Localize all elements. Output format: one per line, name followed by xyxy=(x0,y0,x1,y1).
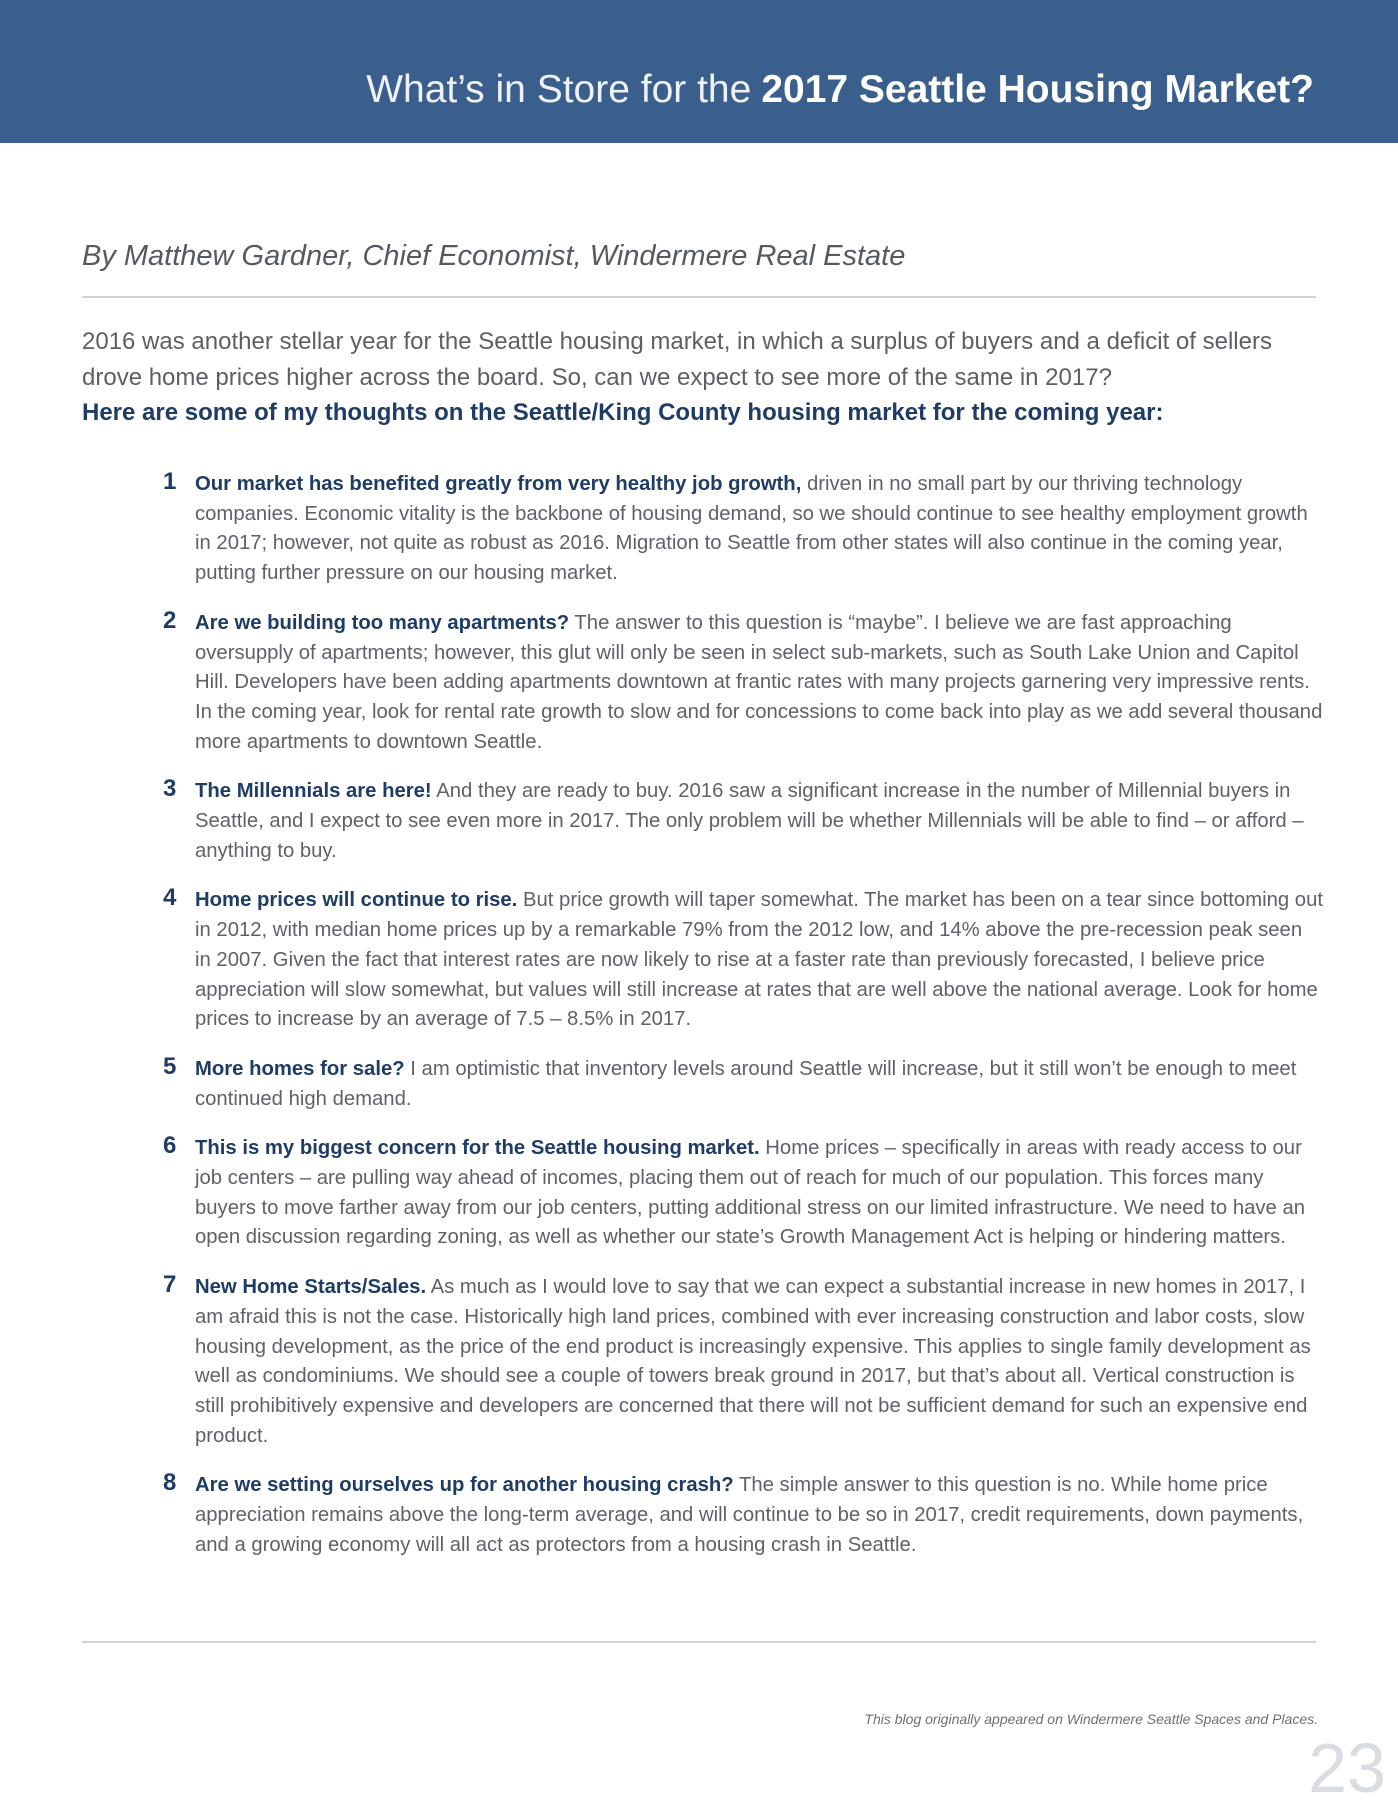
item-body: The simple answer to this question is no. While home price appreciation remains above the long-term average, and will continue to be so in 2017, credit requirements, down payments, and a growing economy will all act as protectors from a housing crash in Seattle. xyxy=(195,1474,1304,1556)
item-heading: Home prices will continue to rise. xyxy=(195,889,518,912)
item-heading: More homes for sale? xyxy=(195,1057,405,1080)
byline: By Matthew Gardner, Chief Economist, Windermere Real Estate xyxy=(82,240,906,272)
item-number: 6 xyxy=(163,1132,177,1160)
page-title-bold: 2017 Seattle Housing Market? xyxy=(761,68,1314,111)
list-item xyxy=(163,886,1323,1035)
page-number: 23 xyxy=(1308,1729,1386,1807)
item-number: 5 xyxy=(163,1052,177,1080)
page-title-light: What’s in Store for the xyxy=(366,68,752,111)
item-body: As much as I would love to say that we can expect a substantial increase in new homes in 2017, I am afraid this is not the case. Historically high land prices, combined with ever increasing construction and labor costs, slow housing development, as the price of the end product is increasingly expensive. This applies to single family development as well as condominiums. We should see a couple of towers break ground in 2017, but that’s about all. Vertical construction is still prohibitively expensive and developers are concerned that there will not be sufficient demand for such an expensive end product. xyxy=(195,1276,1311,1447)
list-item xyxy=(163,470,1323,589)
item-heading: This is my biggest concern for the Seattle housing market. xyxy=(195,1137,760,1160)
item-number: 7 xyxy=(163,1271,177,1299)
item-body: driven in no small part by our thriving technology companies. Economic vitality is the backbone of housing demand, so we should continue to see healthy employment growth in 2017; however, not quite as robust as 2016. Migration to Seattle from other states will also continue in the coming year, putting further pressure on our housing market. xyxy=(195,473,1308,585)
list-item xyxy=(163,1471,1323,1560)
item-body: The answer to this question is “maybe”. I believe we are fast approaching oversupply of apartments; however, this glut will only be seen in select sub-markets, such as South Lake Union and Capitol Hill. Developers have been adding apartments downtown at frantic rates with many projects garnering very impressive rents. In the coming year, look for rental rate growth to slow and for concessions to come back into play as we add several thousand more apartments to downtown Seattle. xyxy=(195,611,1323,753)
header-banner xyxy=(0,0,1398,143)
item-heading: Our market has benefited greatly from very healthy job growth, xyxy=(195,473,802,495)
item-number: 3 xyxy=(163,775,177,803)
list-item xyxy=(163,777,1323,866)
list-item xyxy=(163,606,1323,758)
item-heading: New Home Starts/Sales. xyxy=(195,1276,427,1299)
top-divider xyxy=(82,296,1316,298)
item-heading: Are we setting ourselves up for another housing crash? xyxy=(195,1474,734,1497)
item-number: 1 xyxy=(163,468,177,495)
intro-lead: Here are some of my thoughts on the Seattle/King County housing market for the coming year: xyxy=(82,399,1164,426)
item-body: Home prices – specifically in areas with ready access to our job centers – are pulling way ahead of incomes, placing them out of reach for much of our population. This forces many buyers to move farther away from our job centers, putting additional stress on our limited infrastructure. We need to have an open discussion regarding zoning, as well as whether our state’s Growth Management Act is helping or hindering matters. xyxy=(195,1137,1306,1249)
item-body: But price growth will taper somewhat. The market has been on a tear since bottoming out in 2012, with median home prices up by a remarkable 79% from the 2012 low, and 14% above the pre-recession peak seen in 2007. Given the fact that interest rates are now likely to rise at a faster rate than previously forecasted, I believe price appreciation will slow somewhat, but values will still increase at rates that are well above the national average. Look for home prices to increase by an average of 7.5 – 8.5% in 2017. xyxy=(195,889,1323,1031)
item-body: I am optimistic that inventory levels around Seattle will increase, but it still won’t be enough to meet continued high demand. xyxy=(195,1057,1297,1110)
intro-paragraph: 2016 was another stellar year for the Seattle housing market, in which a surplus of buyers and a deficit of sellers drove home prices higher across the board. So, can we expect to see more of the same in 2017? xyxy=(82,328,1272,391)
item-body: And they are ready to buy. 2016 saw a significant increase in the number of Millennial buyers in Seattle, and I expect to see even more in 2017. The only problem will be whether Millennials will be able to find – or afford – anything to buy. xyxy=(195,780,1304,862)
source-footnote: This blog originally appeared on Windermere Seattle Spaces and Places. xyxy=(864,1711,1318,1727)
item-heading: Are we building too many apartments? xyxy=(195,611,570,634)
thoughts-list xyxy=(163,470,1323,1581)
item-number: 4 xyxy=(163,884,177,912)
item-number: 8 xyxy=(163,1469,177,1497)
list-item xyxy=(163,1134,1323,1253)
list-item xyxy=(163,1052,1323,1114)
page-title xyxy=(366,62,1314,118)
item-number: 2 xyxy=(163,606,177,634)
list-item xyxy=(163,1273,1323,1451)
bottom-divider xyxy=(82,1641,1316,1643)
item-heading: The Millennials are here! xyxy=(195,780,432,803)
